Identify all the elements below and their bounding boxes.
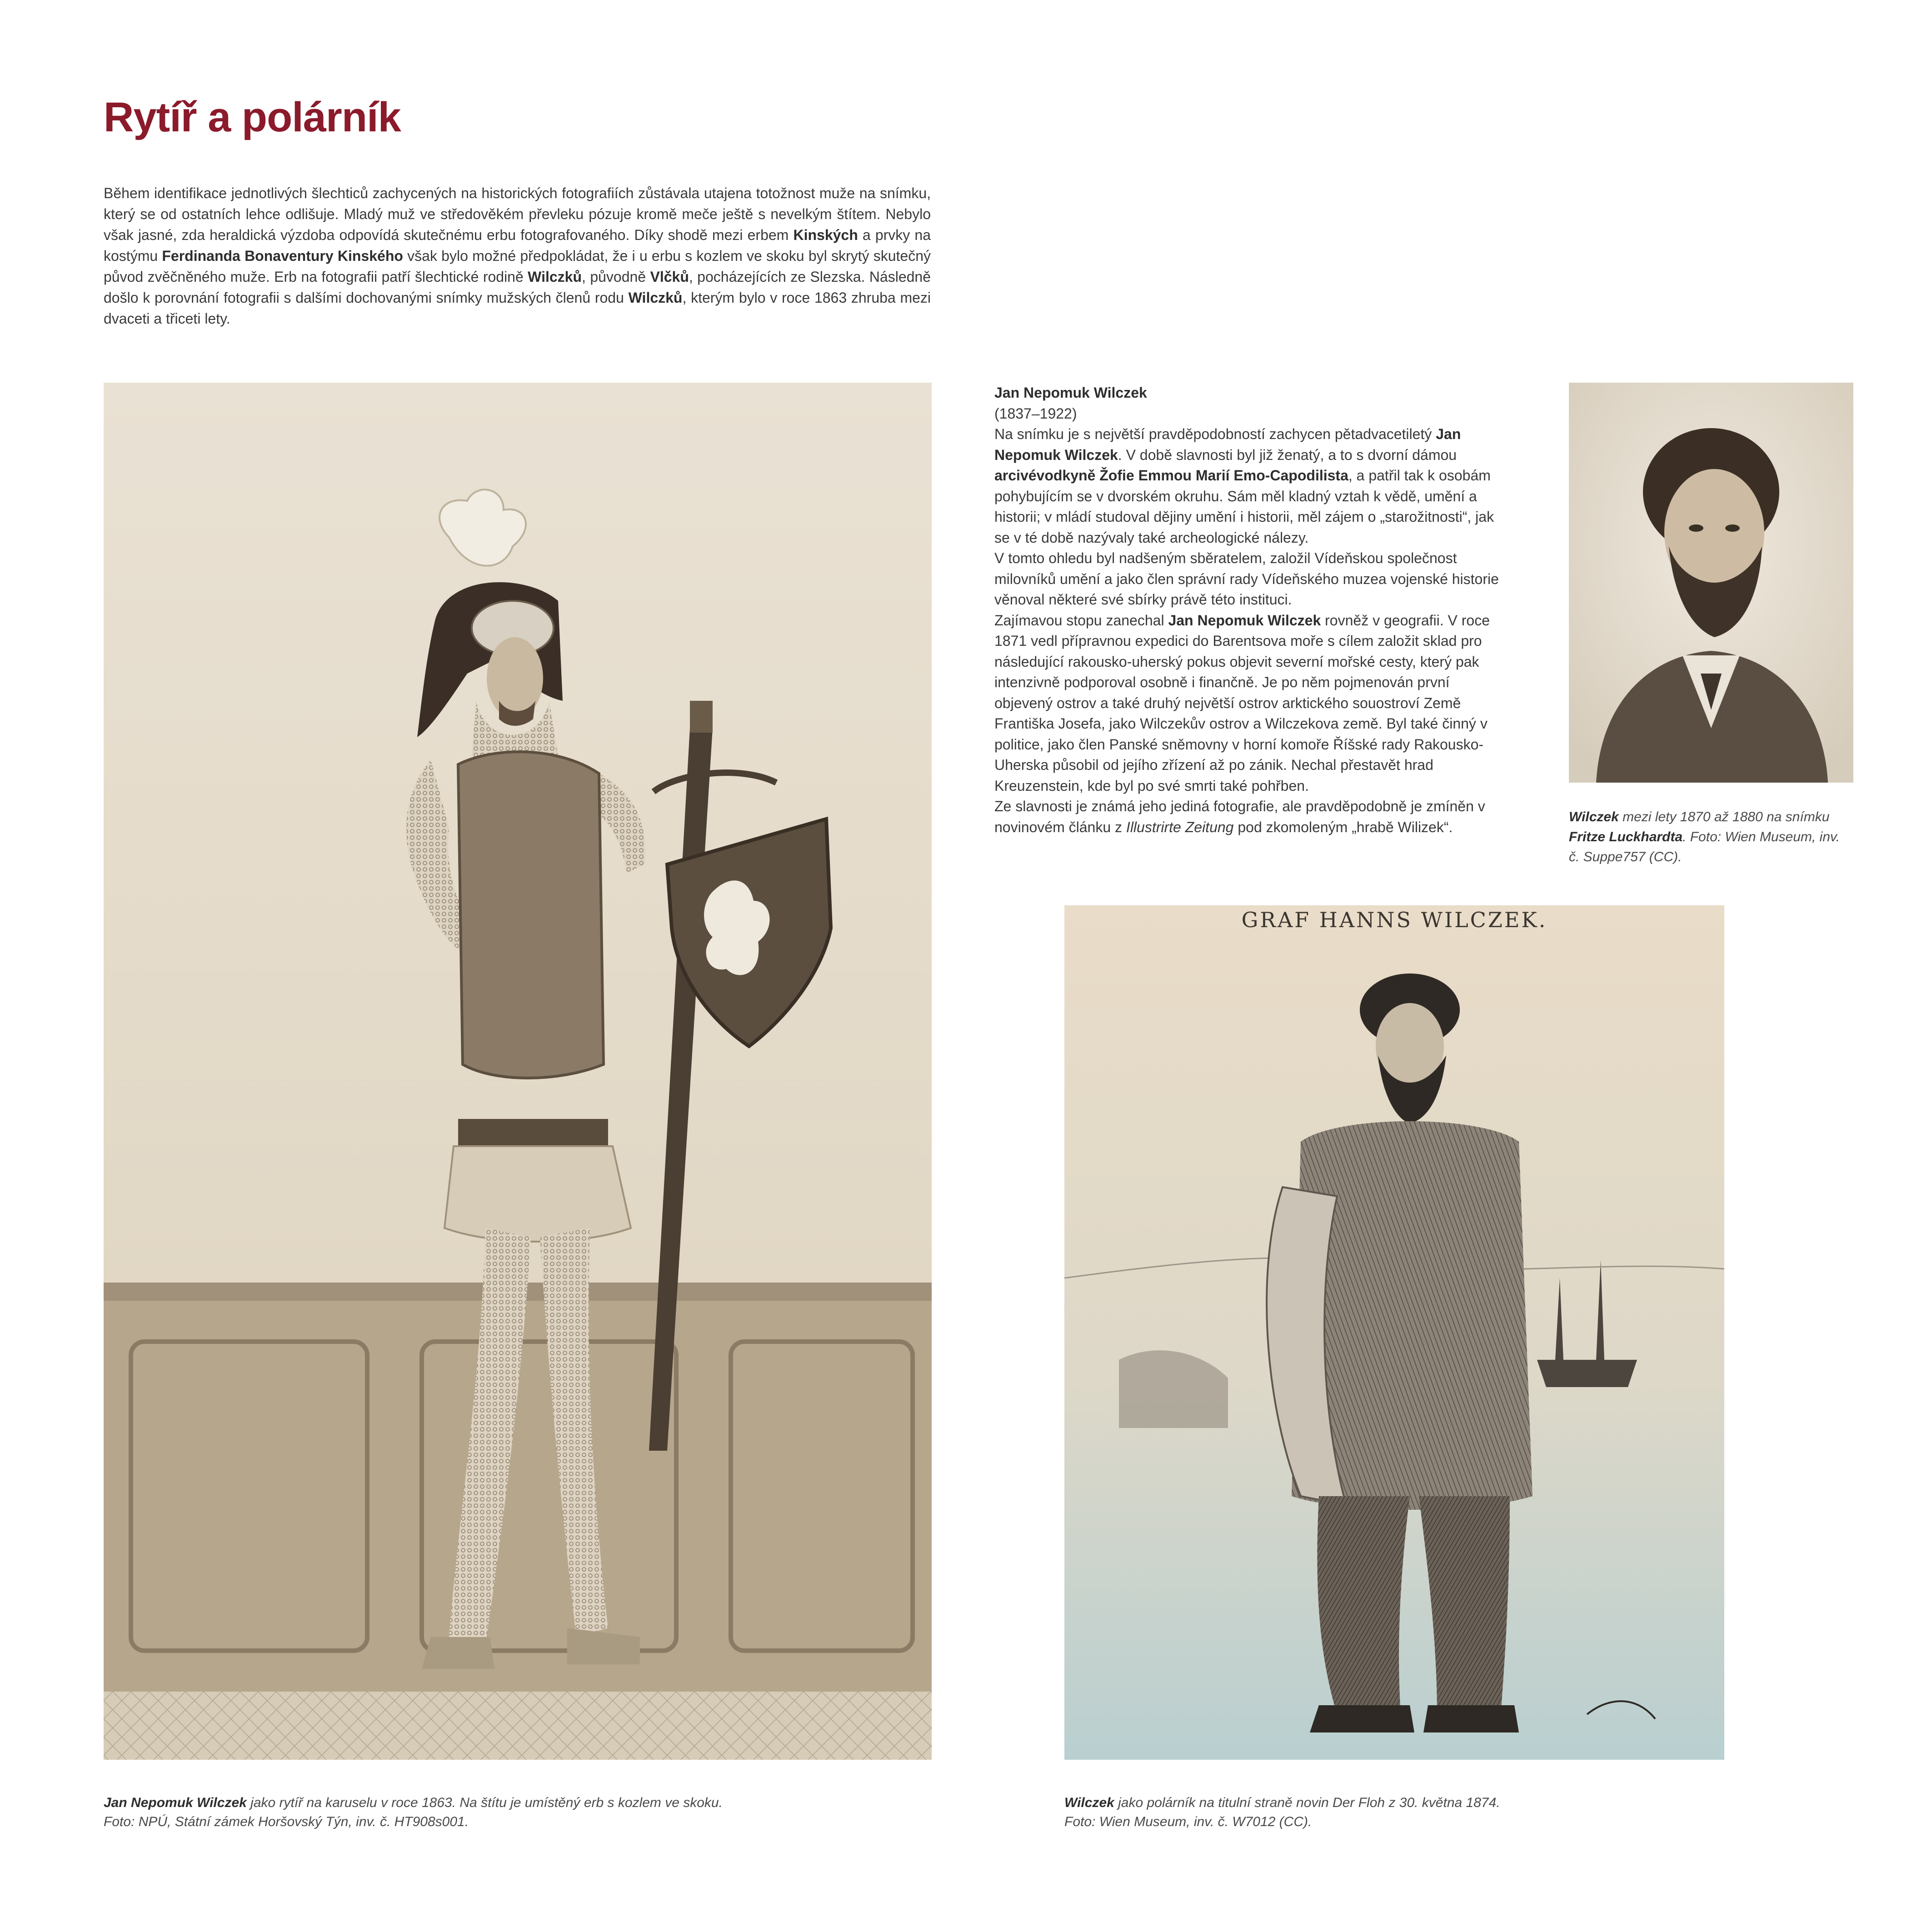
page-title: Rytíř a polárník — [104, 94, 401, 140]
biography-paragraph: V tomto ohledu byl nadšeným sběratelem, založil Vídeňskou společnost milovníků umění a jako člen správní rady Vídeňského muzea vojenské historie věnoval některé své sbírky právě této instituci. — [994, 550, 1499, 608]
newspaper-print-image — [1064, 905, 1724, 1760]
biography-text — [994, 383, 1508, 838]
portrait-photograph — [1569, 383, 1853, 783]
biography-paragraph: Ze slavnosti je známá jeho jediná fotografie, ale pravděpodobně je zmíněn v novinovém článku z Illustrirte Zeitung pod zkomoleným „hrabě Wilizek“. — [994, 798, 1485, 835]
knight-photograph — [104, 383, 932, 1760]
biography-paragraph: Zajímavou stopu zanechal Jan Nepomuk Wilczek rovněž v geografii. V roce 1871 vedl přípravnou expedici do Barentsova moře s cílem založit sklad pro následující rakousko-uherský pokus objevit severní mořské cesty, který pak intenzivně podporoval osobně i finančně. Je po něm pojmenován první objevený ostrov a také druhý největší ostrov arktického souostroví Země Františka Josefa, jako Wilczekův ostrov a Wilczekova země. Byl také činný v politice, jako člen Panské sněmovny v horní komoře Říšské rady Rakousko-Uherska působil od jejího zřízení až po zánik. Nechal přestavět hrad Kreuzenstein, kde byl po své smrti také pohřben. — [994, 612, 1490, 794]
portrait-caption: Wilczek mezi lety 1870 až 1880 na snímku Fritze Luckhardta. Foto: Wien Museum, inv. č. Suppe757 (CC). — [1569, 809, 1840, 864]
knight-photo-caption: Jan Nepomuk Wilczek jako rytíř na karuselu v roce 1863. Na štítu je umístěný erb s kozlem ve skoku. Foto: NPÚ, Státní zámek Horšovský Týn, inv. č. HT908s001. — [104, 1795, 723, 1829]
print-caption: Wilczek jako polárník na titulní straně novin Der Floh z 30. května 1874. Foto: Wien Museum, inv. č. W7012 (CC). — [1064, 1795, 1500, 1829]
intro-paragraph: Během identifikace jednotlivých šlechticů zachycených na historických fotografiích zůstávala utajena totožnost muže na snímku, který se od ostatních lehce odlišuje. Mladý muž ve středověkém převleku pózuje kromě meče ještě s nevelkým štítem. Nebylo však jasné, zda heraldická výzdoba odpovídá skutečnému erbu fotografovaného. Díky shodě mezi erbem Kinských a prvky na kostýmu Ferdinanda Bonaventury Kinského však bylo možné předpokládat, že i u erbu s kozlem ve skoku byl skrytý skutečný původ zvěčněného muže. Erb na fotografii patří šlechtické rodině Wilczků, původně Vlčků, pocházejících ze Slezska. Následně došlo k porovnání fotografii s dalšími dochovanými snímky mužských členů rodu Wilczků, kterým bylo v roce 1863 zhruba mezi dvaceti a třiceti lety. — [104, 185, 931, 327]
biography-name: Jan Nepomuk Wilczek — [994, 384, 1147, 401]
print-heading: GRAF HANNS WILCZEK. — [1241, 908, 1548, 932]
biography-dates: (1837–1922) — [994, 405, 1077, 422]
biography-paragraph: Na snímku je s největší pravděpodobností zachycen pětadvacetiletý Jan Nepomuk Wilczek. V době slavnosti byl již ženatý, a to s dvorní dámou arcivévodkyně Žofie Emmou Marií Emo-Capodilista, a patřil tak k osobám pohybujícím se v dvorském okruhu. Sám měl kladný vztah k vědě, umění a historii; v mládí studoval dějiny umění i historii, měl zájem o „starožitnosti“, jak se v té době nazývaly také archeologické nálezy. — [994, 426, 1494, 546]
